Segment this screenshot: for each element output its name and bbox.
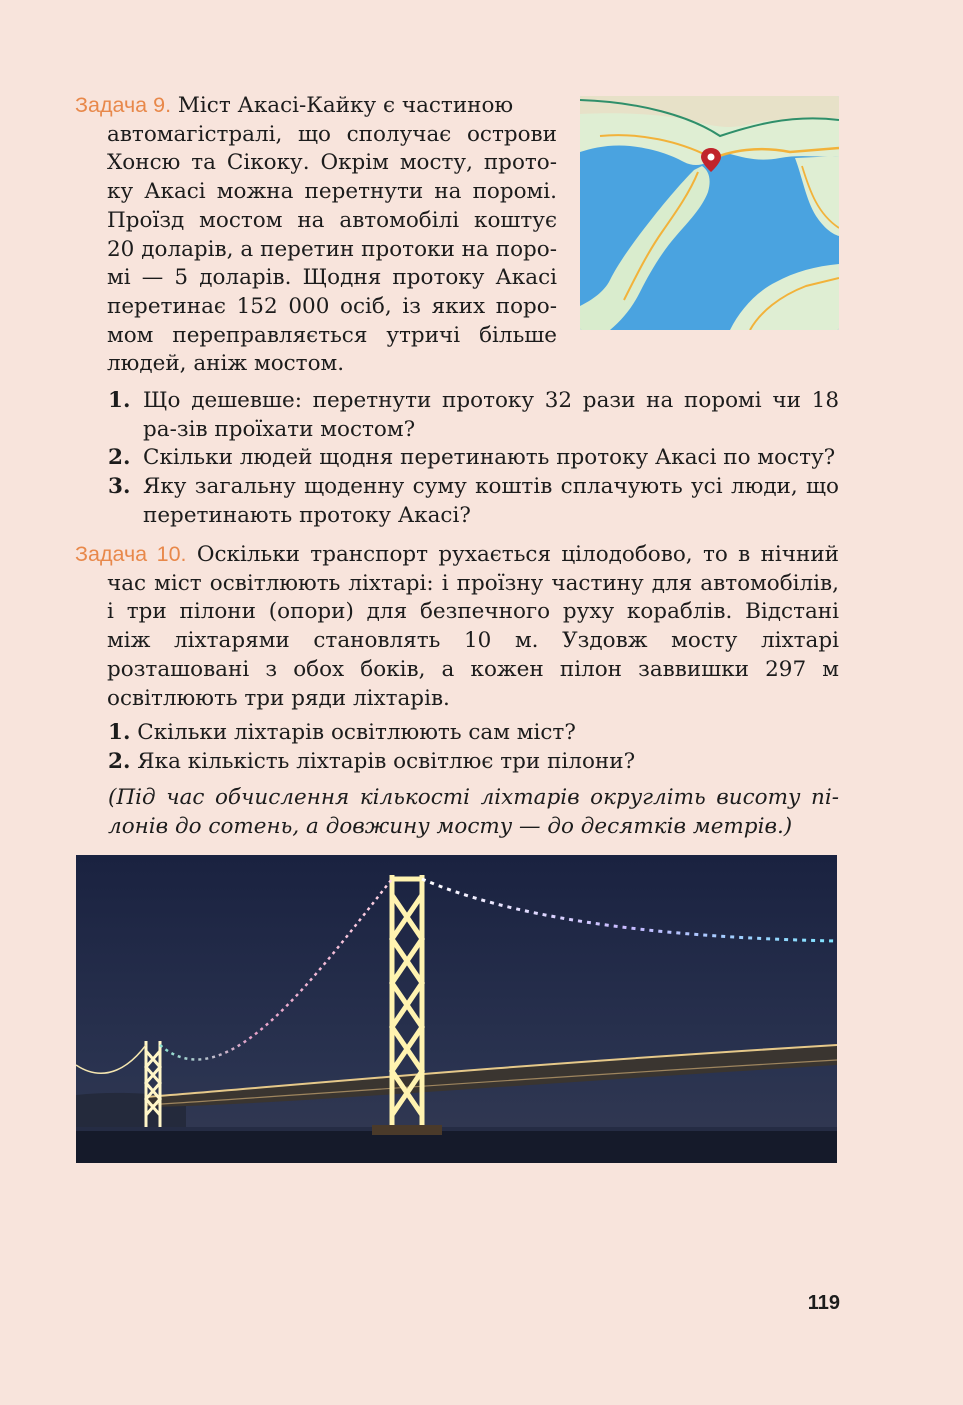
list-item: 2. Яка кількість ліхтарів освітлює три пілони? [108,748,636,774]
task-9-questions [108,387,839,531]
list-item: 2. Скільки людей щодня перетинають протоку Акасі по мосту? [108,445,836,471]
task-10-label: Задача 10. [75,542,187,566]
task-9-body: автомагістралі, що сполучає острови Хонсю та Сікоку. Окрім мосту, прото- ку Акасі можна перетнути на поромі. Проїзд мостом на автомобілі коштує 20 доларів, а перетин протоки на поро- мі — 5 доларів. Щодня протоку Акасі перетинає 152 000 осіб, із яких поро- мом переправляється утричі більше людей, аніж мостом. [107,121,557,377]
task-9-line-1: Задача 9. Міст Акасі-Кайку є частиною [75,93,514,118]
akashi-strait-map [580,96,839,330]
task-9-label: Задача 9. [75,93,172,117]
list-item: 1. Скільки ліхтарів освітлюють сам міст? [108,720,576,745]
task-10-note: (Під час обчислення кількості ліхтарів округліть висоту пі-лонів до сотень, а довжину мосту — до десятків метрів.) [108,785,839,839]
page-number: 119 [807,1292,840,1314]
task-9-text [75,91,557,379]
list-item: 1. Що дешевше: перетнути протоку 32 рази на поромі чи 18 ра-зів проїхати мостом? [108,388,839,442]
list-item: 3. Яку загальну щоденну суму коштів сплачують усі люди, що перетинають протоку Акасі? [108,474,839,528]
task-10-questions [108,719,839,776]
bridge-photo-image [76,855,837,1163]
task-10-body: час міст освітлюють ліхтарі: і проїзну частину для автомобілів, і три пілони (опори) для безпечного руху кораблів. Відстані між ліхтарями становлять 10 м. Уздовж мосту ліхтарі розташовані з обох боків, а кожен пілон заввишки 297 м освітлюють три ряди ліхтарів. [107,570,839,711]
task-10-text: Задача 10. Оскільки транспорт рухається цілодобово, то в нічний час міст освітлюють ліхтарі: і проїзну частину для автомобілів, і три пілони (опори) для безпечного руху кораблів. Відстані між ліхтарями становлять 10 м. Уздовж мосту ліхтарі розташовані з обох боків, а кожен пілон заввишки 297 м освітлюють три ряди ліхтарів. [75,540,839,713]
bridge-night-photo [76,855,837,1163]
map-image [580,96,839,330]
